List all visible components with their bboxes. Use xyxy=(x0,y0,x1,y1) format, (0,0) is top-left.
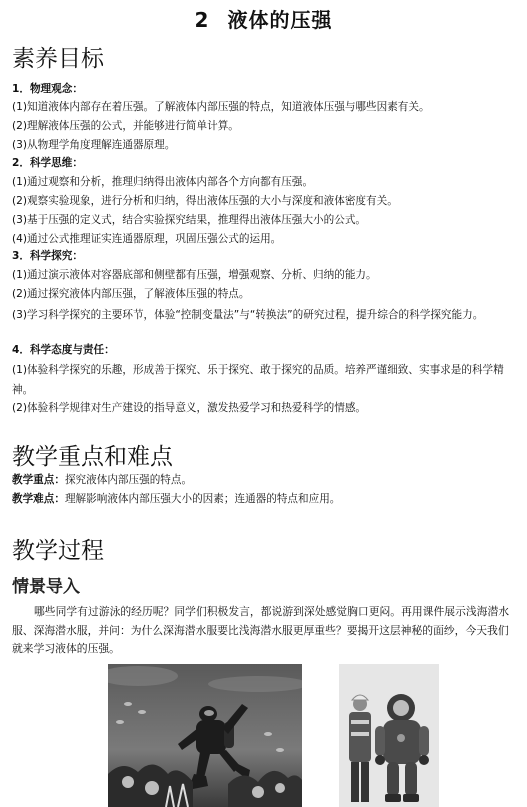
goal-item: (3)从物理学角度理解连通器原理。 xyxy=(12,139,176,151)
key-point-label: 教学重点： xyxy=(12,474,65,486)
difficulty-label: 教学难点： xyxy=(12,493,65,505)
section-heading-process: 教学过程 xyxy=(12,538,104,564)
goal-item: (3)基于压强的定义式，结合实验探究结果，推理得出液体压强大小的公式。 xyxy=(12,214,367,226)
scuba-diver-photo xyxy=(108,664,302,807)
goal-item: (1)通过演示液体对容器底部和侧壁都有压强，增强观察、分析、归纳的能力。 xyxy=(12,269,377,281)
goal-item: (4)通过公式推理证实连通器原理，巩固压强公式的运用。 xyxy=(12,233,282,245)
subheading-intro: 情景导入 xyxy=(12,577,80,597)
goal-category-label: 3．科学探究： xyxy=(12,250,83,262)
goal-item: (1)通过观察和分析，推理归纳得出液体内部各个方向都有压强。 xyxy=(12,176,314,188)
difficulty-text: 理解影响液体内部压强大小的因素；连通器的特点和应用。 xyxy=(64,493,341,505)
section-heading-goals: 素养目标 xyxy=(12,46,104,72)
section-heading-key-points: 教学重点和难点 xyxy=(12,444,173,470)
goal-item: (2)体验科学规律对生产建设的指导意义，激发热爱学习和热爱科学的情感。 xyxy=(12,402,367,414)
goal-category-label: 1．物理观念： xyxy=(12,83,83,95)
intro-paragraph: 哪些同学有过游泳的经历呢？同学们积极发言，都说游到深处感觉胸口更闷。再用课件展示浅海潜水服、深海潜水服，并问：为什么深海潜水服要比浅海潜水服更厚重些？要揭开这层神秘的面纱，今天我们就来学习液体的压强。 xyxy=(12,605,510,655)
goal-item: (2)观察实验现象，进行分析和归纳，得出液体压强的大小与深度和液体密度有关。 xyxy=(12,195,398,207)
goal-item: (2)通过探究液体内部压强，了解液体压强的特点。 xyxy=(12,288,250,300)
lesson-title xyxy=(0,4,527,33)
lesson-number: 2 xyxy=(194,8,210,32)
goal-category-label: 4．科学态度与责任： xyxy=(12,344,115,356)
goal-item: (2)理解液体压强的公式，并能够进行简单计算。 xyxy=(12,120,239,132)
lesson-title-text: 液体的压强 xyxy=(227,8,333,32)
key-point-line xyxy=(12,473,517,487)
difficulty-line xyxy=(12,492,517,506)
goal-category-label: 2．科学思维： xyxy=(12,157,83,169)
goal-item: (1)体验科学探究的乐趣，形成善于探究、乐于探究、敢于探究的品质。培养严谨细致、实事求是的科学精神。 xyxy=(12,364,504,396)
goal-item: (3)学习科学探究的主要环节，体验“控制变量法”与“转换法”的研究过程，提升综合的科学探究能力。 xyxy=(12,309,484,321)
key-point-text: 探究液体内部压强的特点。 xyxy=(64,474,193,486)
deep-sea-diving-suit-photo xyxy=(339,664,439,807)
goal-item: (1)知道液体内部存在着压强。了解液体内部压强的特点，知道液体压强与哪些因素有关。 xyxy=(12,101,430,113)
